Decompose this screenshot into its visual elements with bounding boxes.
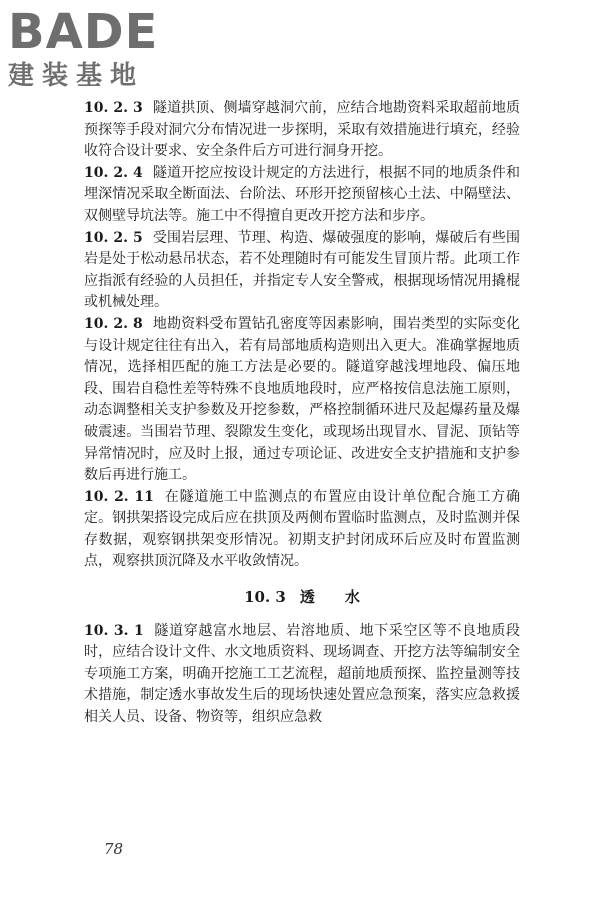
logo [8,4,178,92]
clause-number: 10. 2. 11 [84,488,154,505]
clause-text: 隧道开挖应按设计规定的方法进行，根据不同的地质条件和埋深情况采取全断面法、台阶法、环形开挖预留核心土法、中隔壁法、双侧壁导坑法等。施工中不得擅自更改开挖方法和步序。 [84,164,520,224]
clause-text: 在隧道施工中监测点的布置应由设计单位配合施工方确定。钢拱架搭设完成后应在拱顶及两侧布置临时监测点，及时监测并保存数据，观察钢拱架变形情况。初期支护封闭成环后应及时布置监测点，观察拱顶沉降及水平收敛情况。 [84,488,521,570]
clause-text: 隧道穿越富水地层、岩溶地质、地下采空区等不良地质段时，应结合设计文件、水文地质资料、现场调查、开挖方法等编制安全专项施工方案，明确开挖施工工艺流程，超前地质预探、监控量测等技术措施，制定透水事故发生后的现场快速处置应急预案，落实应急救援相关人员、设备、物资等，组织应急救 [84,622,520,726]
logo-wordmark: BADE [8,4,159,60]
clause-10-2-5 [84,228,520,314]
section-number: 10. 3 [244,588,286,607]
clause-number: 10. 3. 1 [84,622,144,639]
document-body [84,98,520,729]
section-heading [84,587,520,609]
clause-10-2-4 [84,163,520,228]
clause-number: 10. 2. 3 [84,100,143,116]
section-title: 透 水 [299,588,360,607]
clause-10-3-1 [84,621,520,729]
clause-number: 10. 2. 5 [84,229,143,246]
page-number: 78 [104,840,124,858]
clause-text: 受围岩层理、节理、构造、爆破强度的影响，爆破后有些围岩是处于松动悬吊状态，若不处理随时有可能发生冒顶片帮。此项工作应指派有经验的人员担任，并指定专人安全警戒，根据现场情况用撬棍或机械处理。 [84,229,520,311]
clause-10-2-3 [84,98,520,163]
clause-text: 隧道拱顶、侧墙穿越洞穴前，应结合地勘资料采取超前地质预探等手段对洞穴分布情况进一步探明，采取有效措施进行填充，经验收符合设计要求、安全条件后方可进行洞身开挖。 [84,100,520,160]
clause-text: 地勘资料受布置钻孔密度等因素影响，围岩类型的实际变化与设计规定往往有出入，若有局部地质构造则出入更大。准确掌握地质情况，选择相匹配的施工方法是必要的。隧道穿越浅埋地段、偏压地段、围岩自稳性差等特殊不良地质地段时，应严格按信息法施工原则，动态调整相关支护参数及开挖参数，严格控制循环进尺及起爆药量及爆破震速。当围岩节理、裂隙发生变化，或现场出现冒水、冒泥、顶钻等异常情况时，应及时上报，通过专项论证、改进安全支护措施和支护参数后再进行施工。 [84,315,520,484]
clause-10-2-11 [84,487,520,573]
logo-subtitle: 建装基地 [8,61,145,91]
clause-number: 10. 2. 4 [84,164,143,181]
clause-10-2-8 [84,314,520,487]
clause-number: 10. 2. 8 [84,315,143,332]
